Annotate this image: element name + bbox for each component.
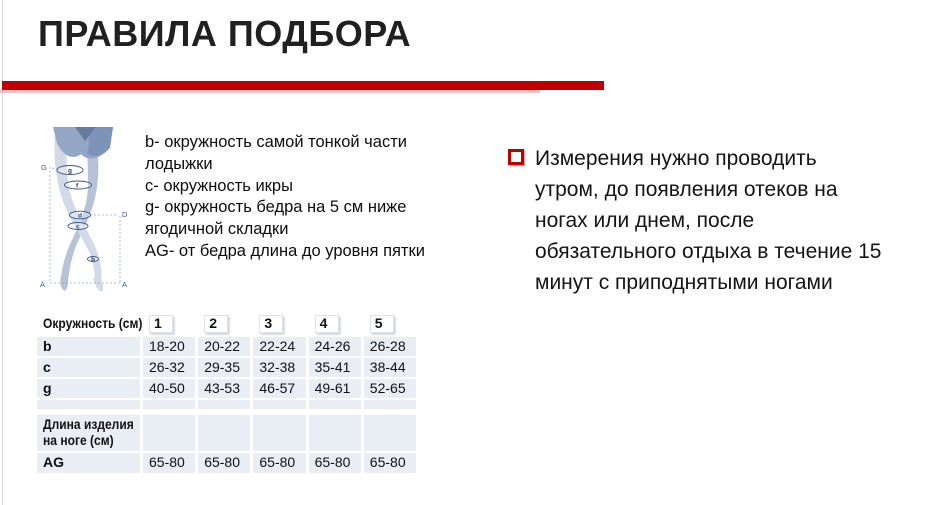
note-c: c- окружность икры [145, 176, 293, 195]
table-cell: 65-80 [198, 453, 250, 473]
table-cell: 49-61 [309, 379, 361, 398]
empty-cell [37, 400, 140, 409]
empty-cell [198, 400, 250, 409]
row-label: AG [37, 453, 140, 473]
left-edge-line [2, 0, 3, 505]
band-label-d: d [78, 212, 82, 220]
table-cell: 24-26 [309, 337, 361, 356]
empty-cell [253, 400, 305, 409]
callout-line: минут с приподнятыми ногами [535, 271, 833, 294]
callout-text [535, 143, 881, 298]
row-label: g [37, 379, 140, 398]
measurement-notes [145, 132, 467, 263]
empty-cell [198, 415, 250, 451]
table-cell: 40-50 [143, 379, 195, 398]
table-cell: 29-35 [198, 358, 250, 377]
table-cell: 38-44 [364, 358, 416, 377]
callout-line: обязательного отдыха в течение 15 [535, 240, 882, 263]
table-cell: 65-80 [364, 453, 416, 473]
band-label-b: b [91, 256, 95, 264]
empty-cell [364, 400, 416, 409]
empty-cell [253, 415, 305, 451]
table-cell: 26-28 [364, 337, 416, 356]
band-label-g: g [68, 167, 72, 175]
table-cell: 26-32 [143, 358, 195, 377]
empty-cell [364, 415, 416, 451]
table-cell: 65-80 [253, 453, 305, 473]
circumference-header-cell: Окружность (см) [37, 315, 140, 335]
size-header-cell: 2 [198, 315, 250, 335]
label-G: G [41, 163, 47, 172]
row-label: c [37, 358, 140, 377]
label-A-left: A [40, 280, 46, 289]
callout-line: ногах или днем, после [535, 209, 755, 232]
table-cell: 22-24 [253, 337, 305, 356]
table-cell: 52-65 [364, 379, 416, 398]
row-label: b [37, 337, 140, 356]
callout-line: утром, до появления отеков на [535, 178, 838, 201]
table-row-g [37, 379, 416, 398]
note-ag: AG- от бедра длина до уровня пятки [145, 241, 425, 260]
note-g: g- окружность бедра на 5 см ниже ягодичной складки [145, 198, 407, 239]
band-label-c: c [76, 223, 80, 231]
size-header-cell: 1 [143, 315, 195, 335]
label-A-right: A [122, 280, 128, 289]
table-cell: 65-80 [143, 453, 195, 473]
empty-cell [309, 400, 361, 409]
size-table [37, 315, 416, 475]
callout-line: Измерения нужно проводить [535, 147, 817, 170]
label-D: D [122, 210, 128, 219]
table-cell: 32-38 [253, 358, 305, 377]
table-cell: 46-57 [253, 379, 305, 398]
table-cell: 18-20 [143, 337, 195, 356]
table-header-row [37, 315, 416, 335]
table-cell: 20-22 [198, 337, 250, 356]
table-cell: 65-80 [309, 453, 361, 473]
size-header-cell: 4 [309, 315, 361, 335]
length-header-cell: Длина изделия на ноге (см) [37, 415, 140, 451]
table-spacer-row [37, 400, 416, 409]
table-length-header-row [37, 415, 416, 451]
table-cell: 43-53 [198, 379, 250, 398]
band-label-f: f [76, 182, 79, 190]
size-header-cell: 3 [253, 315, 305, 335]
title-accent-bar [2, 81, 604, 90]
square-bullet-icon [508, 149, 524, 165]
size-header-cell: 5 [364, 315, 416, 335]
page-title: ПРАВИЛА ПОДБОРА [38, 13, 412, 54]
measurement-callout [508, 143, 908, 298]
table-row-c [37, 358, 416, 377]
note-b: b- окружность самой тонкой части лодыжки [145, 133, 407, 173]
table-cell: 35-41 [309, 358, 361, 377]
leg-measurement-diagram [38, 126, 134, 294]
empty-cell [143, 415, 195, 451]
empty-cell [309, 415, 361, 451]
empty-cell [143, 400, 195, 409]
table-row-ag [37, 453, 416, 473]
table-row-b [37, 337, 416, 356]
title-accent-underline [0, 90, 540, 93]
